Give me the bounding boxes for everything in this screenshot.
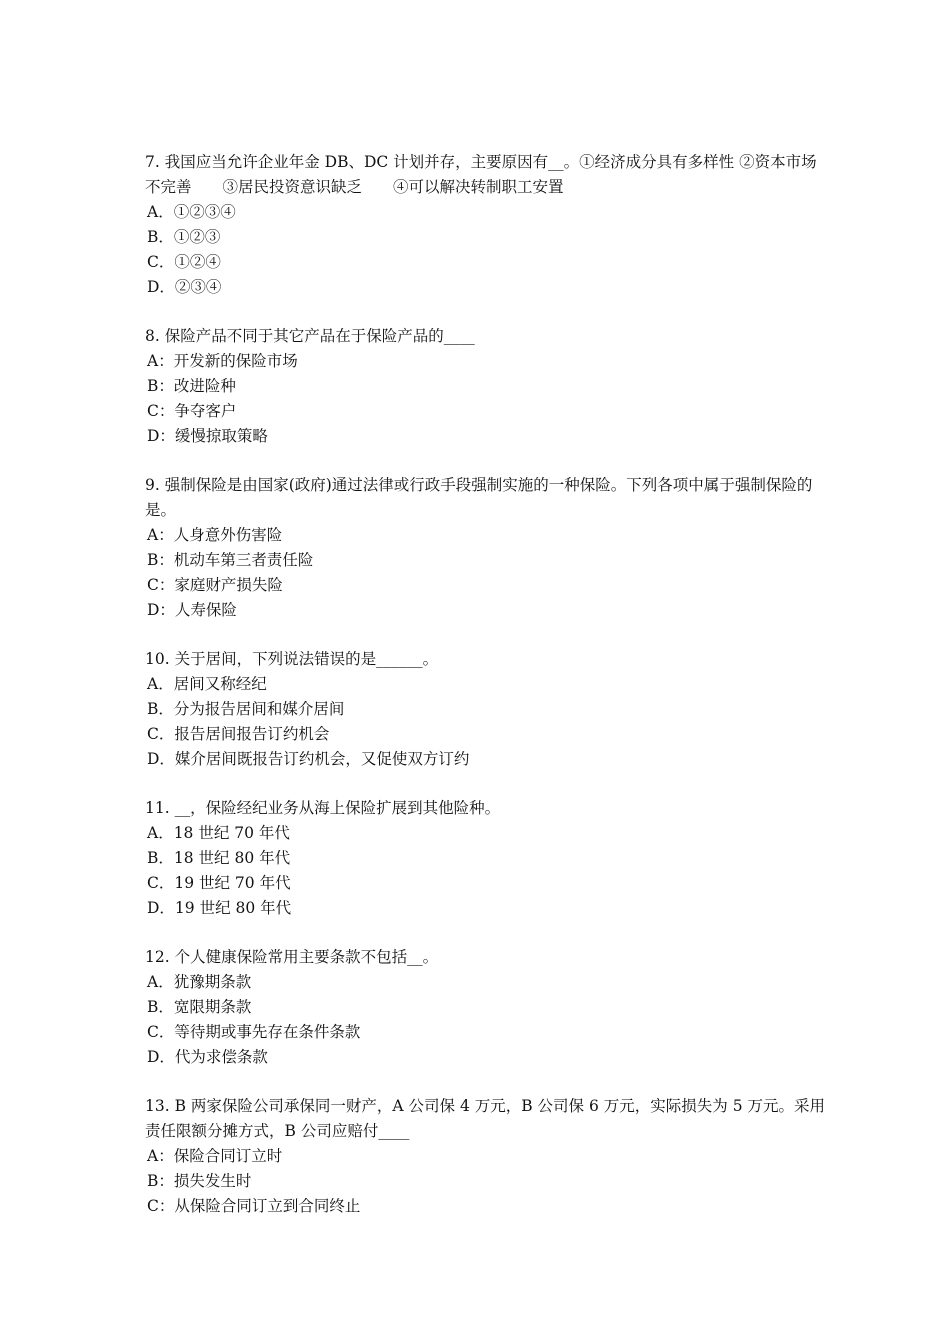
option-c: C．报告居间报告订约机会 <box>147 725 330 743</box>
option-b: B．分为报告居间和媒介居间 <box>147 700 345 718</box>
question-list <box>145 150 825 1243</box>
option-a: A：保险合同订立时 <box>147 1147 283 1165</box>
option-a: A．18 世纪 70 年代 <box>147 824 290 842</box>
question-7 <box>145 150 825 300</box>
question-stem: 10. 关于居间，下列说法错误的是______。 <box>145 650 439 668</box>
option-c: C：家庭财产损失险 <box>147 576 283 594</box>
option-b: B：机动车第三者责任险 <box>147 551 314 569</box>
question-stem: 9. 强制保险是由国家(政府)通过法律或行政手段强制实施的一种保险。下列各项中属于强制保险的是。 <box>145 476 813 519</box>
question-stem: 13. B 两家保险公司承保同一财产，A 公司保 4 万元，B 公司保 6 万元，实际损失为 5 万元。采用责任限额分摊方式，B 公司应赔付____ <box>145 1097 825 1140</box>
option-b: B．18 世纪 80 年代 <box>147 849 291 867</box>
option-c: C．19 世纪 70 年代 <box>147 874 291 892</box>
option-d: D：人寿保险 <box>147 601 237 619</box>
option-d: D．19 世纪 80 年代 <box>147 899 292 917</box>
question-10 <box>145 647 825 772</box>
question-8 <box>145 324 825 449</box>
question-11 <box>145 796 825 921</box>
question-13 <box>145 1094 825 1219</box>
option-b: B：损失发生时 <box>147 1172 252 1190</box>
option-c: C．等待期或事先存在条件条款 <box>147 1023 361 1041</box>
option-d: D．②③④ <box>147 278 222 296</box>
question-stem: 12. 个人健康保险常用主要条款不包括__。 <box>145 948 439 966</box>
option-a: A．犹豫期条款 <box>147 973 252 991</box>
option-a: A：人身意外伤害险 <box>147 526 283 544</box>
option-b: B：改进险种 <box>147 377 236 395</box>
option-c: C：争夺客户 <box>147 402 237 420</box>
question-12 <box>145 945 825 1070</box>
question-stem: 7. 我国应当允许企业年金 DB、DC 计划并存，主要原因有__。①经济成分具有多样性 ②资本市场不完善 ③居民投资意识缺乏 ④可以解决转制职工安置 <box>145 153 817 196</box>
option-b: B．宽限期条款 <box>147 998 252 1016</box>
option-c: C：从保险合同订立到合同终止 <box>147 1197 361 1215</box>
question-9 <box>145 473 825 623</box>
option-a: A．居间又称经纪 <box>147 675 267 693</box>
question-stem: 8. 保险产品不同于其它产品在于保险产品的____ <box>145 327 475 345</box>
option-d: D：缓慢掠取策略 <box>147 427 268 445</box>
option-c: C．①②④ <box>147 253 221 271</box>
option-a: A：开发新的保险市场 <box>147 352 298 370</box>
option-d: D．媒介居间既报告订约机会，又促使双方订约 <box>147 750 470 768</box>
option-b: B．①②③ <box>147 228 221 246</box>
option-d: D．代为求偿条款 <box>147 1048 268 1066</box>
question-stem: 11. __，保险经纪业务从海上保险扩展到其他险种。 <box>145 799 501 817</box>
option-a: A．①②③④ <box>147 203 236 221</box>
